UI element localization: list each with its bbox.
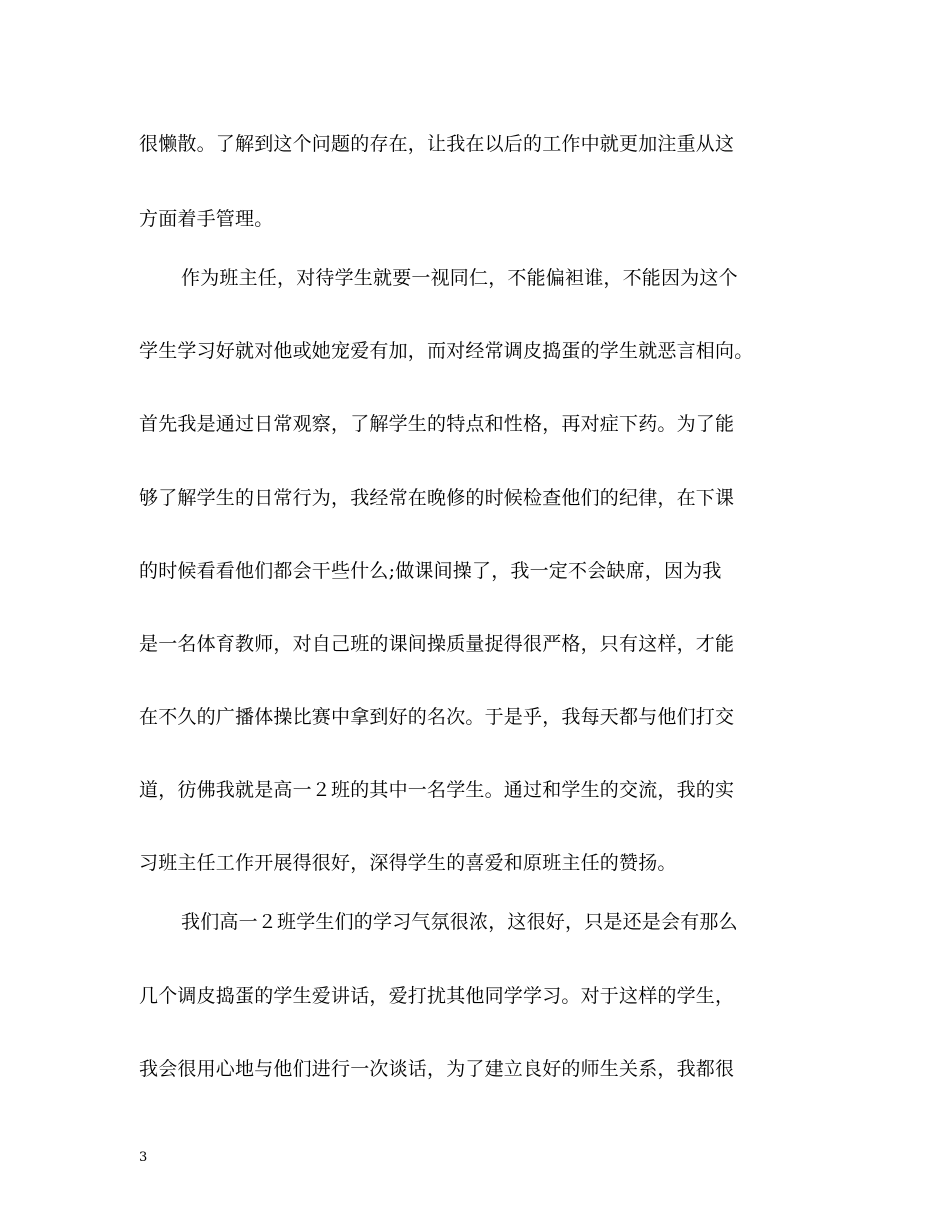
text-line: 我会很用心地与他们进行一次谈话，为了建立良好的师生关系，我都很 xyxy=(139,1058,735,1080)
paragraph-start-line: 我们高一２班学生们的学习气氛很浓，这很好，只是还是会有那么 xyxy=(181,911,738,933)
text-line: 很懒散。了解到这个问题的存在，让我在以后的工作中就更加注重从这 xyxy=(139,133,735,155)
text-line: 的时候看看他们都会干些什么;做课间操了，我一定不会缺席，因为我 xyxy=(139,560,722,582)
text-line: 在不久的广播体操比赛中拿到好的名次。于是乎，我每天都与他们打交 xyxy=(139,706,735,728)
text-line: 首先我是通过日常观察，了解学生的特点和性格，再对症下药。为了能 xyxy=(139,413,735,435)
text-line: 够了解学生的日常行为，我经常在晚修的时候检查他们的纪律，在下课 xyxy=(139,487,735,509)
paragraph-start-line: 作为班主任，对待学生就要一视同仁，不能偏袒谁，不能因为这个 xyxy=(181,267,738,289)
text-line: 道，彷佛我就是高一２班的其中一名学生。通过和学生的交流，我的实 xyxy=(139,779,735,801)
text-line: 习班主任工作开展得很好，深得学生的喜爱和原班主任的赞扬。 xyxy=(139,852,677,874)
text-line: 学生学习好就对他或她宠爱有加，而对经常调皮捣蛋的学生就恶言相向。 xyxy=(139,340,754,362)
text-line: 是一名体育教师，对自己班的课间操质量捉得很严格，只有这样，才能 xyxy=(139,633,735,655)
text-line: 几个调皮捣蛋的学生爱讲话，爱打扰其他同学学习。对于这样的学生， xyxy=(139,985,735,1007)
text-line: 方面着手管理。 xyxy=(139,208,274,230)
page-number: 3 xyxy=(139,1150,148,1165)
